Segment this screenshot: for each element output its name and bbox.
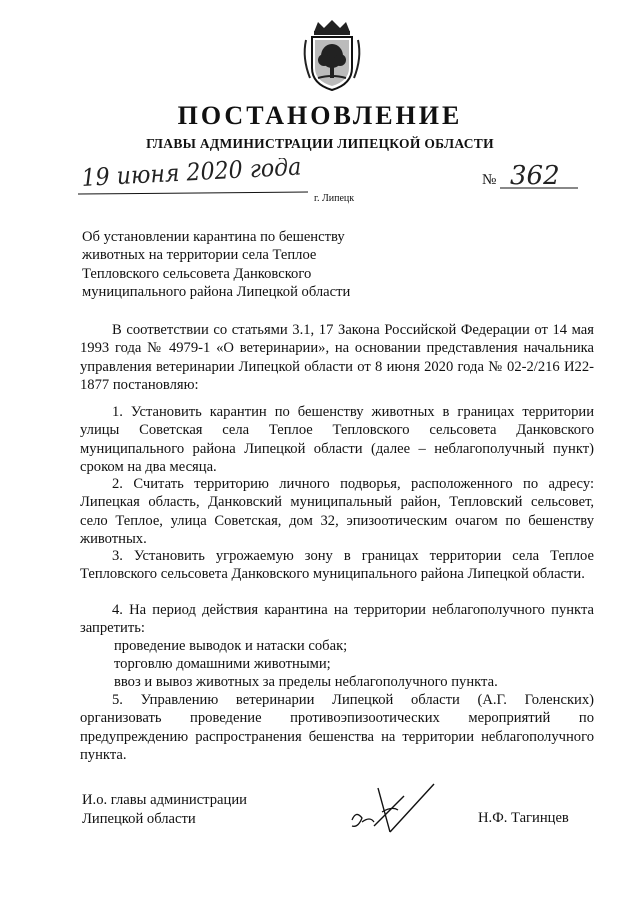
document-title: ПОСТАНОВЛЕНИЕ — [177, 101, 463, 130]
number-label: № — [482, 172, 497, 188]
resolution-item-1: 1. Установить карантин по бешенству животных в границах территории улицы Советская села Теплое Тепловского сельсовета Данковского муниципального района Липецкой области (далее – неблагополучный пункт) сроком на два месяца. — [80, 404, 594, 476]
coat-of-arms-emblem — [300, 18, 364, 92]
resolution-item-4: 4. На период действия карантина на территории неблагополучного пункта запретить: — [80, 602, 594, 637]
prohibition-item: проведение выводок и натаски собак; — [114, 638, 348, 654]
issuing-authority: ГЛАВЫ АДМИНИСТРАЦИИ ЛИПЕЦКОЙ ОБЛАСТИ — [146, 136, 494, 151]
subject-line: муниципального района Липецкой области — [82, 284, 351, 301]
prohibition-item: ввоз и вывоз животных за пределы неблагополучного пункта. — [114, 674, 498, 690]
position-line: Липецкой области — [82, 810, 196, 827]
preamble-paragraph: В соответствии со статьями 3.1, 17 Закона Российской Федерации от 14 мая 1993 года № 4979-1 «О ветеринарии», на основании представления начальника управления ветеринарии Липецкой области от 8 июня 2020 года № 02-2/216 И22-1877 постановляю: — [80, 322, 594, 394]
handwritten-number — [500, 158, 580, 192]
resolution-item-2: 2. Считать территорию личного подворья, расположенного по адресу: Липецкая область, Данковский муниципальный район, Тепловский сельсовет, село Теплое, улица Советская, дом 32, эпизоотическим очагом по бешенству животных. — [80, 476, 594, 548]
resolution-item-5: 5. Управлению ветеринарии Липецкой области (А.Г. Голенских) организовать проведение противоэпизоотических мероприятий по предупреждению распространения бешенства на территории неблагополучного пункта. — [80, 692, 594, 764]
subject-line: Тепловского сельсовета Данковского — [82, 265, 312, 282]
resolution-item-3: 3. Установить угрожаемую зону в границах территории села Теплое Тепловского сельсовета Данковского муниципального района Липецкой области. — [80, 548, 594, 583]
handwritten-date-text: 19 июня 2020 года — [80, 158, 314, 192]
prohibition-item: торговлю домашними животными; — [114, 656, 331, 672]
subject-line: Об установлении карантина по бешенству — [82, 229, 345, 245]
signatory-name: Н.Ф. Тагинцев — [478, 810, 569, 826]
handwritten-number-text: 362 — [510, 161, 560, 191]
document-subject — [82, 228, 350, 302]
subject-line: животных на территории села Теплое — [82, 247, 317, 264]
issue-city: г. Липецк — [314, 193, 355, 204]
handwritten-date — [76, 158, 314, 196]
position-line: И.о. главы администрации — [82, 792, 247, 808]
handwritten-signature — [348, 782, 436, 838]
signatory-position — [82, 791, 247, 829]
